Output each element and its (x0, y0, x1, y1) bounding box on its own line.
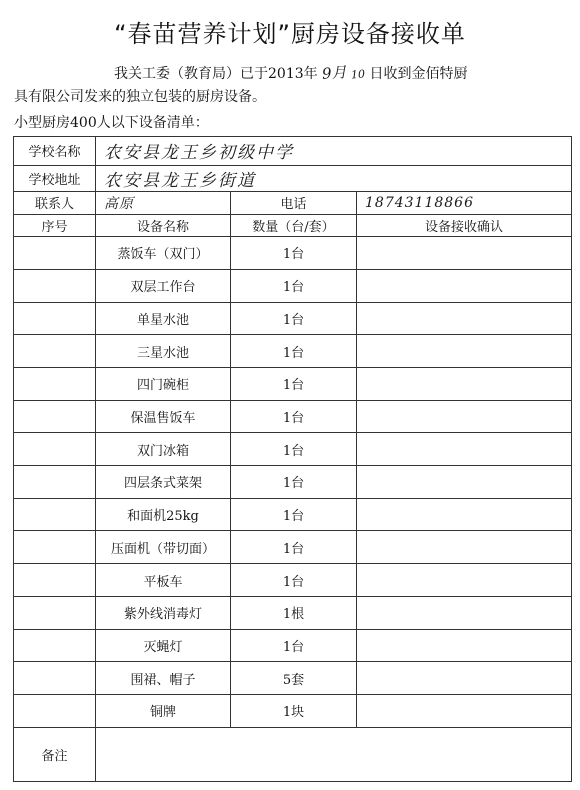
item-name: 单星水池 (96, 302, 231, 335)
item-qty: 1台 (231, 237, 357, 270)
item-qty: 1台 (231, 367, 357, 400)
list-subtitle: 小型厨房400人以下设备清单： (14, 115, 209, 131)
intro-text-3: 具有限公司发来的独立包装的厨房设备。 (14, 89, 266, 105)
item-name: 和面机25kg (96, 498, 231, 531)
confirm-cell (357, 629, 572, 662)
item-name: 平板车 (96, 564, 231, 597)
seq-cell (14, 400, 96, 433)
item-qty: 1台 (231, 335, 357, 368)
table-row (14, 531, 572, 564)
item-name: 压面机（带切面） (96, 531, 231, 564)
col-qty-header: 数量（台/套） (231, 214, 357, 236)
item-name: 保温售饭车 (96, 400, 231, 433)
school-address-label: 学校地址 (14, 165, 96, 192)
confirm-cell (357, 662, 572, 695)
confirm-cell (357, 498, 572, 531)
handwritten-month: 9月 (321, 63, 348, 83)
column-header-row (14, 214, 572, 236)
seq-cell (14, 335, 96, 368)
item-name: 三星水池 (96, 335, 231, 368)
seq-cell (14, 694, 96, 727)
seq-cell (14, 466, 96, 499)
remark-value (96, 727, 572, 781)
item-name: 双层工作台 (96, 269, 231, 302)
school-name-label: 学校名称 (14, 137, 96, 166)
seq-cell (14, 564, 96, 597)
seq-cell (14, 269, 96, 302)
intro-paragraph (14, 62, 570, 109)
item-qty: 1台 (231, 498, 357, 531)
confirm-cell (357, 335, 572, 368)
col-confirm-header: 设备接收确认 (357, 214, 572, 236)
item-qty: 1根 (231, 596, 357, 629)
item-qty: 1台 (231, 400, 357, 433)
col-name-header: 设备名称 (96, 214, 231, 236)
intro-text-1: 我关工委（教育局）已于2013年 (114, 66, 318, 82)
confirm-cell (357, 400, 572, 433)
item-name: 灭蝇灯 (96, 629, 231, 662)
item-name: 铜牌 (96, 694, 231, 727)
seq-cell (14, 367, 96, 400)
item-name: 双门冰箱 (96, 433, 231, 466)
phone-value: 18743118866 (357, 192, 572, 214)
item-name: 四门碗柜 (96, 367, 231, 400)
confirm-cell (357, 694, 572, 727)
school-name-value: 农安县龙王乡初级中学 (96, 137, 572, 166)
table-row (14, 237, 572, 270)
equipment-table (13, 136, 572, 782)
confirm-cell (357, 237, 572, 270)
school-name-row (14, 137, 572, 166)
item-qty: 1台 (231, 466, 357, 499)
confirm-cell (357, 302, 572, 335)
seq-cell (14, 531, 96, 564)
confirm-cell (357, 564, 572, 597)
school-address-value: 农安县龙王乡街道 (96, 165, 572, 192)
seq-cell (14, 498, 96, 531)
table-row (14, 596, 572, 629)
seq-cell (14, 302, 96, 335)
item-qty: 1台 (231, 629, 357, 662)
table-row (14, 335, 572, 368)
table-row (14, 694, 572, 727)
item-name: 围裙、帽子 (96, 662, 231, 695)
confirm-cell (357, 466, 572, 499)
item-qty: 1块 (231, 694, 357, 727)
remark-row (14, 727, 572, 781)
item-name: 四层条式菜架 (96, 466, 231, 499)
confirm-cell (357, 367, 572, 400)
contact-value: 高原 (96, 192, 231, 214)
seq-cell (14, 596, 96, 629)
table-row (14, 498, 572, 531)
table-row (14, 400, 572, 433)
table-row (14, 433, 572, 466)
document-title: “春苗营养计划”厨房设备接收单 (114, 20, 466, 48)
item-name: 蒸饭车（双门） (96, 237, 231, 270)
phone-label: 电话 (231, 192, 357, 214)
contact-row (14, 192, 572, 214)
item-name: 紫外线消毒灯 (96, 596, 231, 629)
table-row (14, 564, 572, 597)
item-qty: 5套 (231, 662, 357, 695)
confirm-cell (357, 531, 572, 564)
handwritten-day: 10 (350, 67, 366, 82)
table-row (14, 629, 572, 662)
seq-cell (14, 662, 96, 695)
item-qty: 1台 (231, 531, 357, 564)
item-qty: 1台 (231, 302, 357, 335)
seq-cell (14, 629, 96, 662)
table-row (14, 367, 572, 400)
seq-cell (14, 237, 96, 270)
confirm-cell (357, 596, 572, 629)
table-row (14, 302, 572, 335)
school-address-row (14, 165, 572, 192)
contact-label: 联系人 (14, 192, 96, 214)
item-qty: 1台 (231, 564, 357, 597)
item-qty: 1台 (231, 269, 357, 302)
item-qty: 1台 (231, 433, 357, 466)
table-row (14, 269, 572, 302)
confirm-cell (357, 433, 572, 466)
seq-cell (14, 433, 96, 466)
table-row (14, 466, 572, 499)
remark-label: 备注 (14, 727, 96, 781)
col-seq-header: 序号 (14, 214, 96, 236)
intro-text-2: 日收到金佰特厨 (369, 66, 468, 82)
table-row (14, 662, 572, 695)
confirm-cell (357, 269, 572, 302)
